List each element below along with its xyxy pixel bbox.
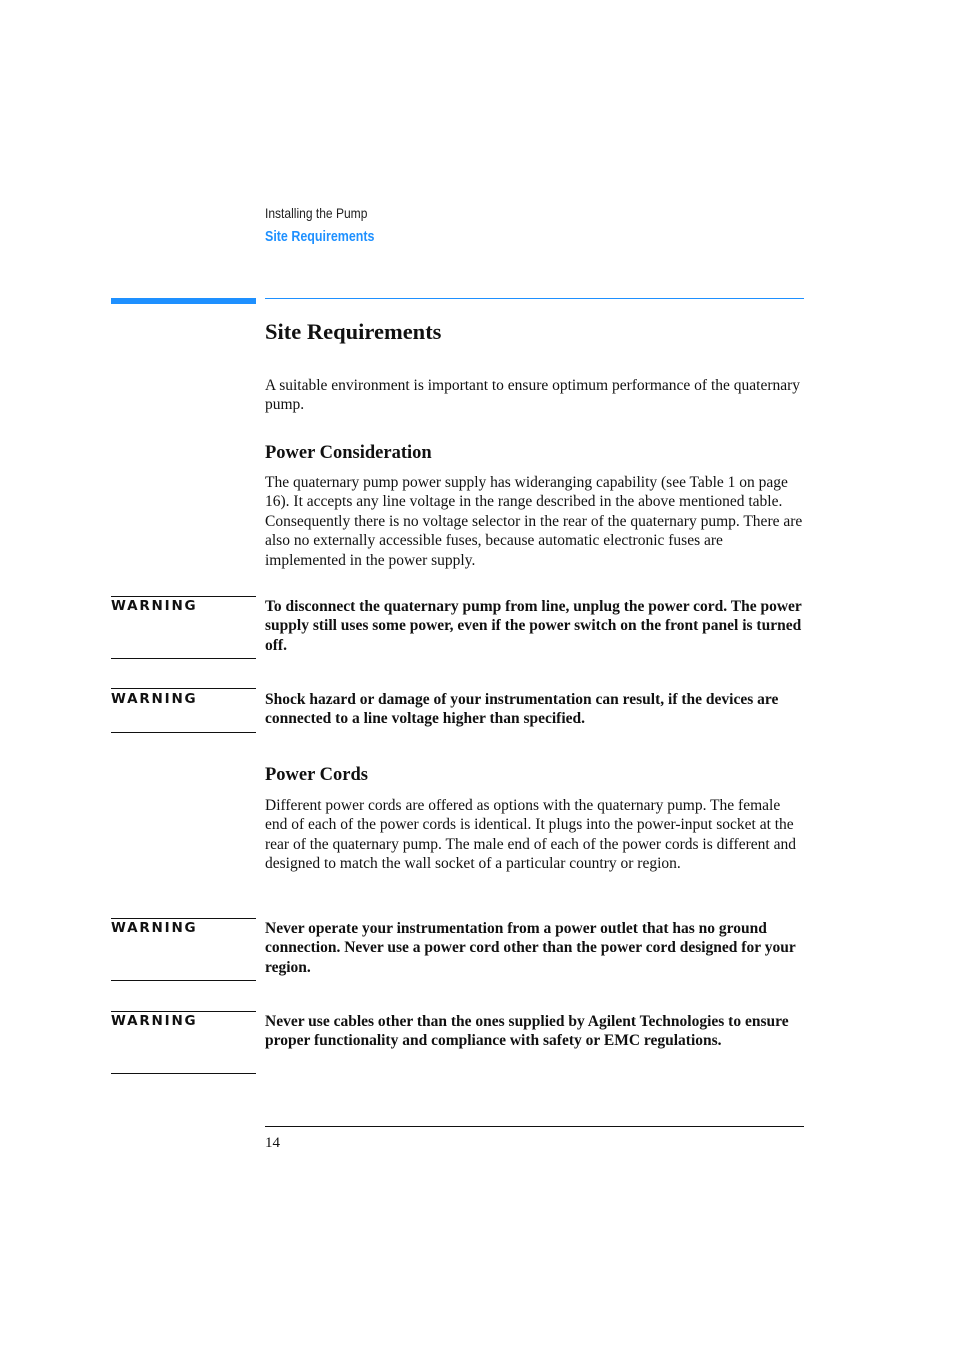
warning-top-rule bbox=[111, 918, 256, 919]
section-accent-rule bbox=[265, 298, 804, 299]
page-title: Site Requirements bbox=[265, 319, 442, 344]
warning-top-rule bbox=[111, 1011, 256, 1012]
heading-power-cords: Power Cords bbox=[265, 765, 368, 785]
warning-bottom-rule bbox=[111, 658, 256, 659]
warning-text: To disconnect the quaternary pump from line, unplug the power cord. The power supply still uses some power, even if the power switch on the front panel is turned off. bbox=[265, 598, 802, 654]
warning-label: WARNING bbox=[111, 598, 198, 614]
paragraph-power-consideration: The quaternary pump power supply has wideranging capability (see Table 1 on page 16). It accepts any line voltage in the range described in the above mentioned table. Consequently there is no voltage selector in the rear of the quaternary pump. There are also no externally accessible fuses, because automatic electronic fuses are implemented in the power supply. bbox=[265, 474, 803, 569]
section-accent-bar bbox=[111, 298, 256, 304]
intro-paragraph: A suitable environment is important to ensure optimum performance of the quaternary pump. bbox=[265, 377, 801, 414]
running-header-chapter: Installing the Pump bbox=[265, 205, 368, 221]
warning-bottom-rule bbox=[111, 1073, 256, 1074]
warning-text: Never operate your instrumentation from a power outlet that has no ground connection. Never use a power cord other than the power cord designed for your region. bbox=[265, 920, 796, 976]
footer-rule bbox=[265, 1126, 804, 1127]
warning-label: WARNING bbox=[111, 1013, 198, 1029]
warning-top-rule bbox=[111, 688, 256, 689]
heading-power-consideration: Power Consideration bbox=[265, 443, 432, 463]
warning-label: WARNING bbox=[111, 920, 198, 936]
warning-text: Never use cables other than the ones supplied by Agilent Technologies to ensure proper functionality and compliance with safety or EMC regulations. bbox=[265, 1013, 789, 1050]
warning-bottom-rule bbox=[111, 732, 256, 733]
warning-bottom-rule bbox=[111, 980, 256, 981]
warning-top-rule bbox=[111, 596, 256, 597]
warning-label: WARNING bbox=[111, 691, 198, 707]
warning-text: Shock hazard or damage of your instrumentation can result, if the devices are connected to a line voltage higher than specified. bbox=[265, 691, 779, 728]
paragraph-power-cords: Different power cords are offered as options with the quaternary pump. The female end of each of the power cords is identical. It plugs into the power-input socket at the rear of the quaternary pump. The male end of each of the power cords is different and designed to match the wall socket of a particular country or region. bbox=[265, 797, 796, 873]
page-number: 14 bbox=[265, 1135, 280, 1151]
running-header-section: Site Requirements bbox=[265, 229, 375, 245]
